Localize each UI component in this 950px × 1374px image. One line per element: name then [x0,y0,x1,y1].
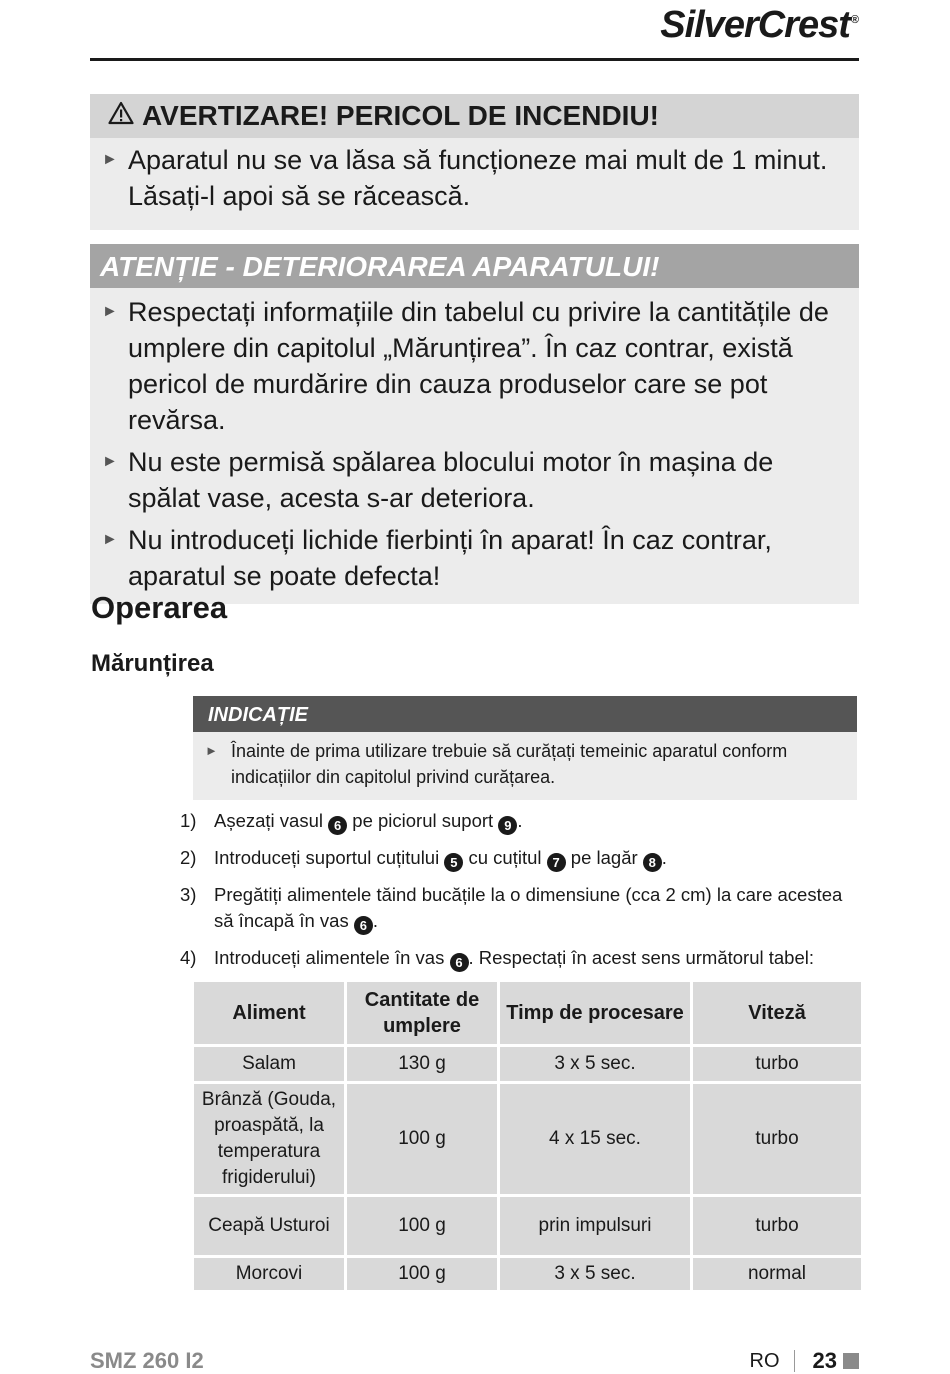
table-row [194,1258,861,1290]
step-text [214,808,860,835]
page-marker-square [843,1353,859,1369]
table-row [194,1047,861,1081]
instruction-step [180,845,860,872]
warning-title: AVERTIZARE! PERICOL DE INCENDIU! [142,100,659,131]
table-cell: 100 g [347,1258,497,1290]
caution-item [90,444,859,516]
step-text-segment: . Respectați în acest sens următorul tabel: [468,947,815,968]
table-cell: 3 x 5 sec. [500,1258,690,1290]
bullet-arrow-icon: ► [205,743,218,758]
instruction-step [180,882,860,935]
warning-heading [90,94,859,138]
step-text-segment: Introduceți alimentele în vas [214,947,450,968]
table-cell: Salam [194,1047,344,1081]
table-cell: turbo [693,1197,861,1255]
table-cell: 4 x 15 sec. [500,1084,690,1194]
note-box [193,696,857,800]
column-header-food: Aliment [194,982,344,1044]
device-damage-box [90,244,859,604]
page-number: 23 [812,1348,837,1373]
table-row [194,1084,861,1194]
registered-mark: ® [850,14,858,27]
caution-item-text: Nu este permisă spălarea blocului motor în mașina de spălat vase, acesta s-ar deteriora. [128,447,774,513]
caution-item-text: Nu introduceți lichide fierbinți în aparat! În caz contrar, aparatul se poate defecta! [128,525,772,591]
instruction-step [180,808,860,835]
step-text-segment: Introduceți suportul cuțitului [214,847,445,868]
brand-logo [660,4,858,47]
table-cell: 3 x 5 sec. [500,1047,690,1081]
bullet-arrow-icon: ► [102,453,118,470]
note-item [193,732,857,800]
table-cell: prin impulsuri [500,1197,690,1255]
table-row [194,1197,861,1255]
footer-divider [794,1350,795,1372]
column-header-speed: Viteză [693,982,861,1044]
table-cell: Brânză (Gouda, proaspătă, la temperatura frigiderului) [194,1084,344,1194]
bullet-arrow-icon: ► [102,531,118,548]
step-text [214,945,860,972]
part-reference-number: 6 [328,816,347,835]
step-text [214,845,860,872]
table-cell: turbo [693,1047,861,1081]
header-rule [90,58,859,61]
quantity-table [191,979,864,1293]
instruction-steps [180,808,860,982]
warning-item-text: Aparatul nu se va lăsa să funcționeze mai mult de 1 minut. Lăsați-l apoi să se răcească. [128,145,828,211]
warning-triangle-icon [108,94,134,138]
table-cell: normal [693,1258,861,1290]
step-number: 2) [180,847,197,868]
part-reference-number: 7 [547,853,566,872]
table-cell: Ceapă Usturoi [194,1197,344,1255]
caution-item [90,522,859,594]
step-text-segment: Pregătiți alimentele tăind bucățile la o dimensiune (cca 2 cm) la care acestea să încapă în vas [214,884,843,931]
step-text-segment: . [661,847,667,868]
table-header-row [194,982,861,1044]
part-reference-number: 6 [450,953,469,972]
table-cell: turbo [693,1084,861,1194]
step-text-segment: cu cuțitul [463,847,547,868]
language-code: RO [749,1349,780,1372]
column-header-time: Timp de procesare [500,982,690,1044]
table-cell: 130 g [347,1047,497,1081]
model-number: SMZ 260 I2 [90,1348,204,1373]
brand-name: SilverCrest [660,4,850,46]
instruction-step [180,945,860,972]
section-title: Operarea [91,590,228,625]
part-reference-number: 5 [444,853,463,872]
step-text [214,882,860,935]
note-item-text: Înainte de prima utilizare trebuie să curățați temeinic aparatul conform indicațiilor din capitolul privind curățarea. [231,741,788,787]
subsection-title: Mărunțirea [91,650,214,677]
caution-body [90,288,859,604]
part-reference-number: 9 [498,816,517,835]
bullet-arrow-icon: ► [102,303,118,320]
caution-heading: ATENȚIE - DETERIORAREA APARATULUI! [90,244,859,288]
part-reference-number: 8 [643,853,662,872]
fire-warning-box [90,94,859,230]
note-heading: INDICAȚIE [193,696,857,732]
warning-item [90,142,859,214]
step-text-segment: . [372,910,379,931]
table-cell: 100 g [347,1197,497,1255]
step-number: 4) [180,947,197,968]
bullet-arrow-icon: ► [102,151,118,168]
step-text-segment: pe lagăr [565,847,643,868]
step-number: 3) [180,884,197,905]
table-cell: Morcovi [194,1258,344,1290]
step-text-segment: Așezați vasul [214,810,329,831]
table-cell: 100 g [347,1084,497,1194]
step-text-segment: . [517,810,523,831]
caution-item-text: Respectați informațiile din tabelul cu privire la cantitățile de umplere din capitolul „Mărunțirea”. În caz contrar, există pericol de murdărire din cauza produselor care se pot revărsa. [128,297,829,435]
step-number: 1) [180,810,197,831]
warning-body [90,138,859,230]
column-header-quantity: Cantitate de umplere [347,982,497,1044]
step-text-segment: pe piciorul suport [347,810,499,831]
page-footer [750,1348,859,1374]
caution-item [90,294,859,438]
part-reference-number: 6 [354,916,373,935]
